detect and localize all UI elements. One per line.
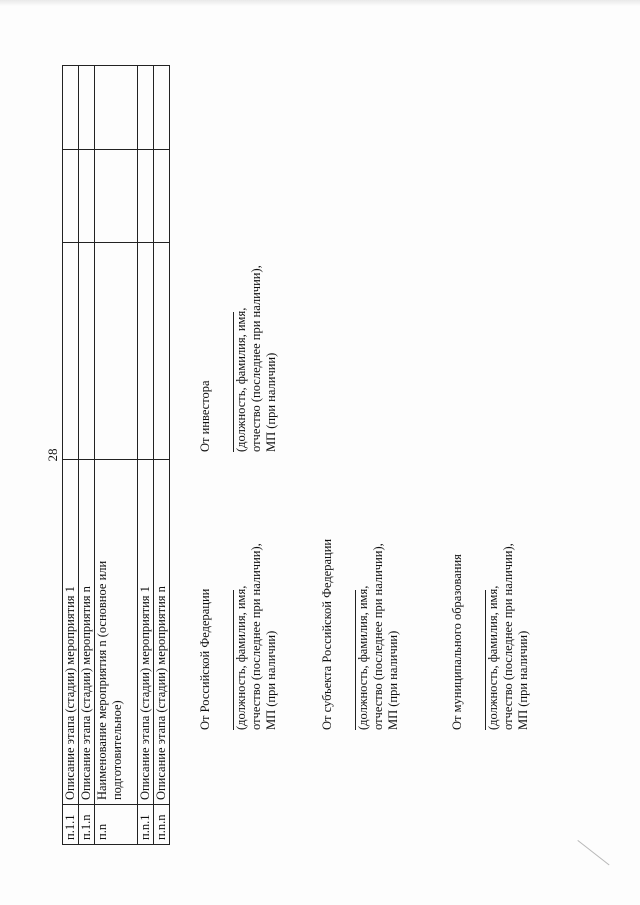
- signature-caption-1: (должность, фамилия, имя,: [486, 585, 500, 730]
- table-cell: [154, 242, 170, 459]
- table-cell: [95, 149, 138, 242]
- table-cell: [154, 66, 170, 150]
- table-cell: [63, 66, 79, 150]
- table-cell: [138, 66, 154, 150]
- signature-caption-1: (должность, фамилия, имя,: [234, 585, 248, 730]
- signature-block-investor: [198, 265, 279, 452]
- signature-caption-3: МП (при наличии): [516, 630, 530, 730]
- row-number: п.n: [95, 805, 138, 845]
- table-cell: [95, 242, 138, 459]
- table-cell: [79, 66, 95, 150]
- signature-caption-3: МП (при наличии): [264, 352, 278, 452]
- signature-block-municipal: [450, 543, 531, 730]
- signature-title: От субъекта Российской Федерации: [320, 538, 334, 730]
- row-number: п.1.1: [63, 805, 79, 845]
- signature-caption-2: отчество (последнее при наличии),: [249, 265, 263, 452]
- activities-table: [62, 65, 170, 845]
- table-row: [79, 66, 95, 845]
- table-cell: [138, 149, 154, 242]
- row-number: п.n.1: [138, 805, 154, 845]
- signature-caption-1: (должность, фамилия, имя,: [356, 585, 370, 730]
- row-description: Описание этапа (стадии) мероприятия n: [154, 459, 170, 804]
- table-row: [154, 66, 170, 845]
- signature-block-subject: [320, 539, 401, 730]
- signature-title: От инвестора: [198, 380, 212, 452]
- row-description: Наименование мероприятия n (основное или подготовительное): [95, 459, 138, 804]
- table-cell: [95, 66, 138, 150]
- table-cell: [79, 149, 95, 242]
- signature-caption-3: МП (при наличии): [386, 630, 400, 730]
- signature-title: От Российской Федерации: [198, 588, 212, 730]
- row-description: Описание этапа (стадии) мероприятия 1: [63, 459, 79, 804]
- signature-caption-2: отчество (последнее при наличии),: [501, 543, 515, 730]
- signature-block-russian-federation: [198, 543, 279, 730]
- page-number: 28: [45, 448, 60, 462]
- table-cell: [63, 242, 79, 459]
- signature-caption-3: МП (при наличии): [264, 630, 278, 730]
- row-number: п.n.n: [154, 805, 170, 845]
- signature-caption-2: отчество (последнее при наличии),: [249, 543, 263, 730]
- table-cell: [79, 242, 95, 459]
- signature-title: От муниципального образования: [450, 554, 464, 730]
- table-cell: [138, 242, 154, 459]
- signature-caption-1: (должность, фамилия, имя,: [234, 307, 248, 452]
- table-row: [63, 66, 79, 845]
- row-description: Описание этапа (стадии) мероприятия 1: [138, 459, 154, 804]
- row-description: Описание этапа (стадии) мероприятия n: [79, 459, 95, 804]
- rotated-content: [0, 65, 640, 845]
- row-number: п.1.n: [79, 805, 95, 845]
- table-row: [138, 66, 154, 845]
- scan-edge: [0, 0, 640, 6]
- table-cell: [154, 149, 170, 242]
- table-cell: [63, 149, 79, 242]
- table-row: [95, 66, 138, 845]
- signature-caption-2: отчество (последнее при наличии),: [371, 543, 385, 730]
